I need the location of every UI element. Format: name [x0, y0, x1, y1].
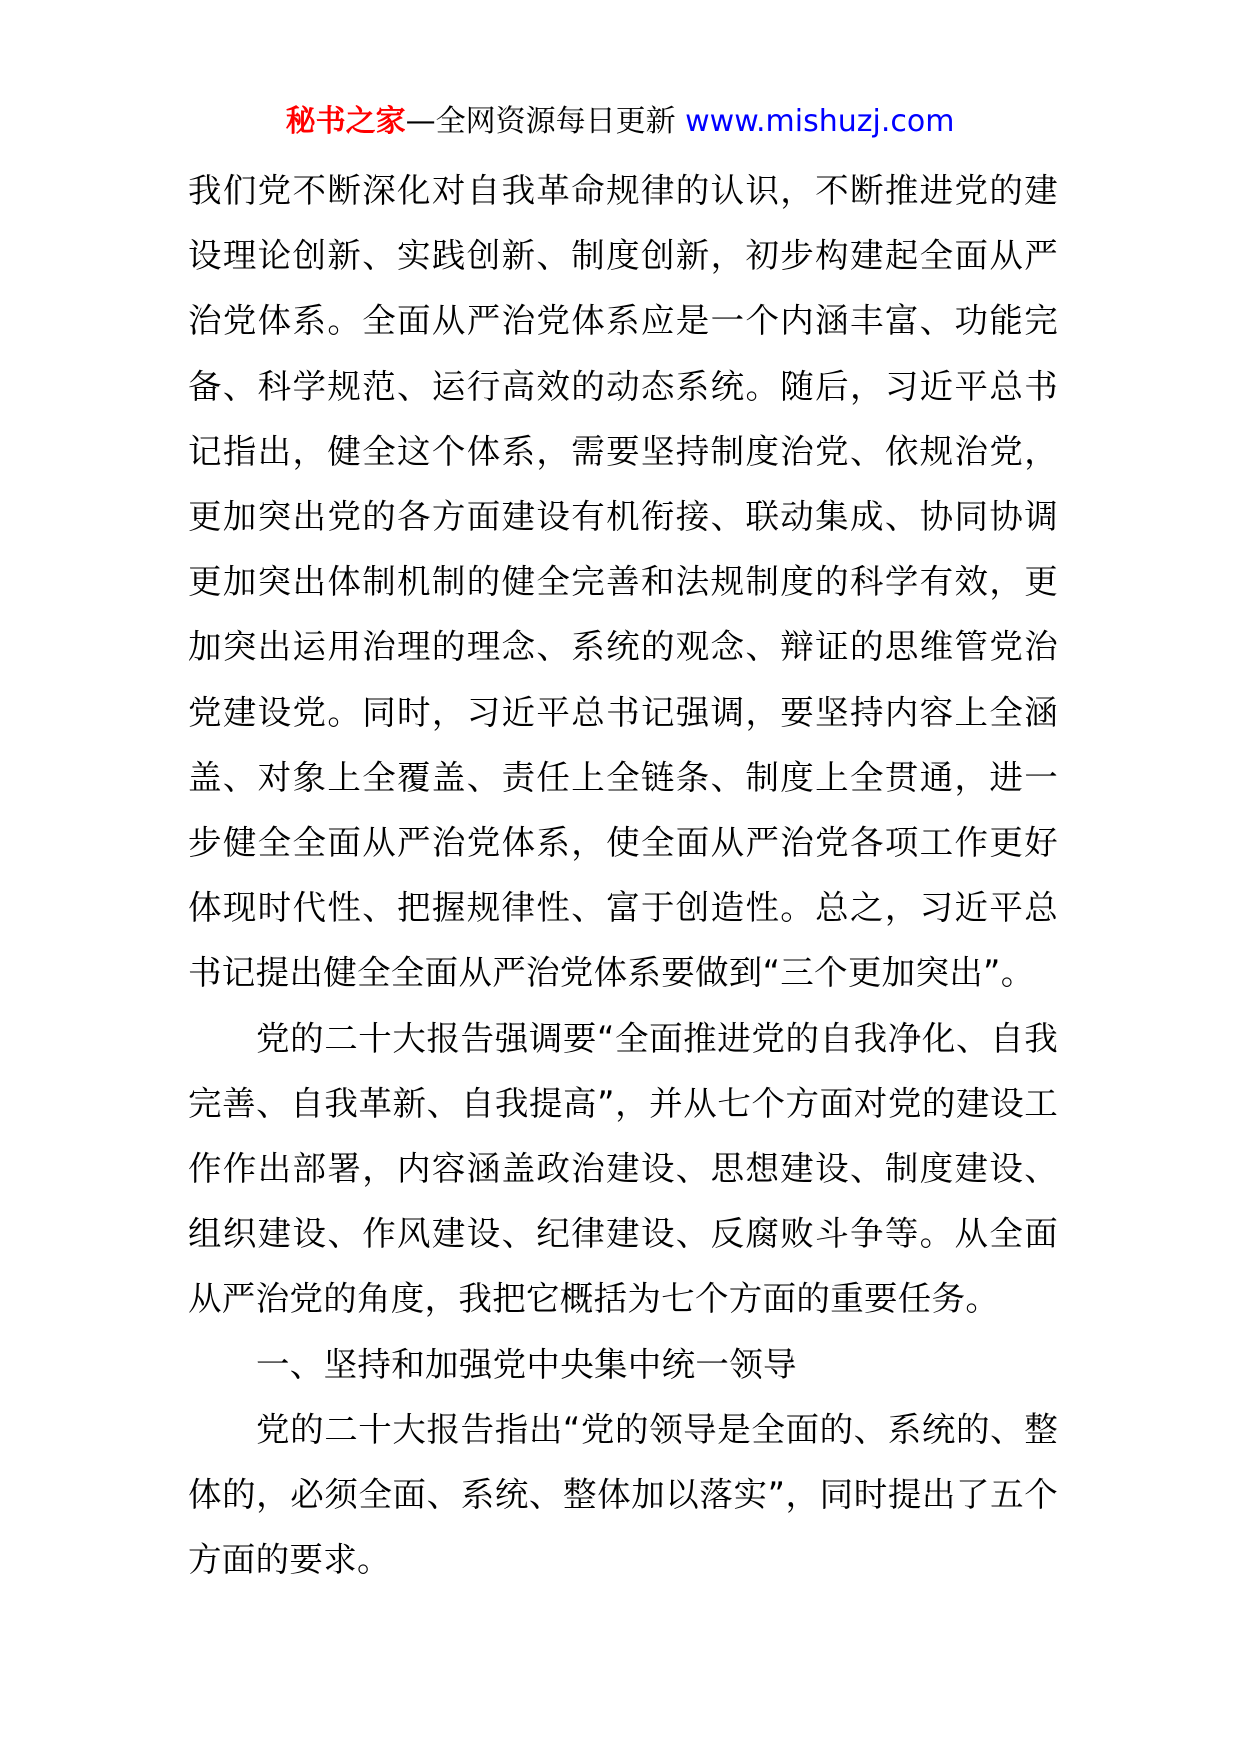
paragraph-2: 党的二十大报告强调要“全面推进党的自我净化、自我完善、自我革新、自我提高”，并从七个方面对党的建设工作作出部署，内容涵盖政治建设、思想建设、制度建设、组织建设、作风建设、纪律建设、反腐败斗争等。从全面从严治党的角度，我把它概括为七个方面的重要任务。: [188, 1018, 1058, 1319]
document-body: [188, 158, 1058, 1592]
paragraph-1: 我们党不断深化对自我革命规律的认识，不断推进党的建设理论创新、实践创新、制度创新，初步构建起全面从严治党体系。全面从严治党体系应是一个内涵丰富、功能完备、科学规范、运行高效的动态系统。随后，习近平总书记指出，健全这个体系，需要坚持制度治党、依规治党，更加突出党的各方面建设有机衔接、联动集成、协同协调更加突出体制机制的健全完善和法规制度的科学有效，更加突出运用治理的理念、系统的观念、辩证的思维管党治党建设党。同时，习近平总书记强调，要坚持内容上全涵盖、对象上全覆盖、责任上全链条、制度上全贯通，进一步健全全面从严治党体系，使全面从严治党各项工作更好体现时代性、把握规律性、富于创造性。总之，习近平总书记提出健全全面从严治党体系要做到“三个更加突出”。: [188, 171, 1058, 993]
header-brand: 秘书之家: [285, 104, 406, 139]
header-slogan: —全网资源每日更新: [405, 104, 686, 139]
paragraph-3: 党的二十大报告指出“党的领导是全面的、系统的、整体的，必须全面、系统、整体加以落实”，同时提出了五个方面的要求。: [188, 1409, 1058, 1580]
section-heading: 一、坚持和加强党中央集中统一领导: [256, 1344, 797, 1384]
page-header: [0, 100, 1240, 144]
header-url-link[interactable]: www.mishuzj.com: [685, 104, 955, 139]
